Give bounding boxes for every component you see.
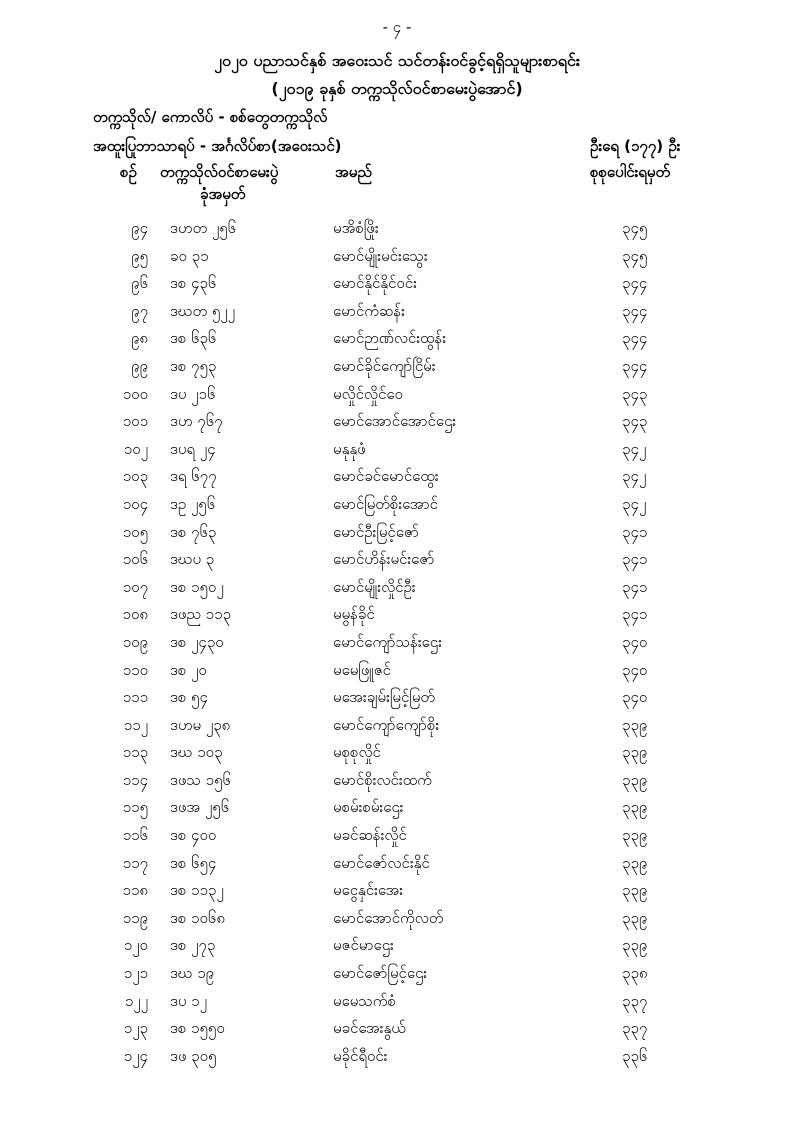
table-row [0,353,794,381]
row-number: ၁၁၈ [122,881,148,900]
row-number: ၁၁၂ [123,715,148,734]
total-marks: ၃၄၂ [622,494,647,513]
roll-number: ဒစ ၅၄ [170,688,208,707]
table-row [0,463,794,491]
table-row [0,850,794,878]
results-table [0,215,794,1070]
roll-number: ဒဟ ၇၆၇ [170,412,223,431]
student-name: မောင်မြတ်စိုးအောင် [333,494,438,513]
total-marks: ၃၄၅ [622,246,648,265]
table-row [0,298,794,326]
row-number: ၁၂၂ [124,991,148,1010]
student-name: မနုနုဖံ [333,439,366,458]
total-marks: ၃၄၁ [622,550,648,569]
total-marks: ၃၃၉ [622,826,648,845]
student-name: မငွေနှင်းအေး [333,881,404,900]
table-row [0,270,794,298]
row-number: ၁၂၃ [123,1019,148,1038]
row-number: ၉၇ [131,301,148,320]
row-number: ၁၁၉ [122,908,148,927]
table-row [0,657,794,685]
student-name: မောင်ခင်မောင်ထွေး [333,467,439,486]
total-marks: ၃၄၀ [622,688,648,707]
roll-number: ဒစ ၂၄၃၀ [170,632,224,651]
table-row [0,684,794,712]
table-row [0,408,794,436]
table-row [0,436,794,464]
table-row [0,960,794,988]
total-marks: ၃၄၀ [622,632,648,651]
student-name: မမေသက်စံ [333,991,396,1010]
total-marks: ၃၄၃ [622,384,648,403]
row-number: ၁၀၁ [122,412,148,431]
student-name: မခိုင်ရီဝင်း [333,1046,388,1065]
total-marks: ၃၃၇ [622,1019,648,1038]
table-row [0,574,794,602]
roll-number: ဒဥ ၂၅၆ [170,494,216,513]
student-name: မဇင်မာဌေး [333,936,394,955]
student-name: မောင်အောင်အောင်ဌေး [333,412,457,431]
student-name: မောင်မျိုးလှိုင်ဦး [333,577,416,596]
table-row [0,822,794,850]
total-marks: ၃၄၀ [622,660,648,679]
total-marks: ၃၄၂ [622,467,647,486]
table-row [0,712,794,740]
column-header-no: စဉ် [120,163,137,181]
student-name: မောင်ကံဆန်း [333,301,405,320]
student-name: မောင်နိုင်နိုင်ဝင်း [333,274,417,293]
roll-number: ဒဟတ ၂၅၆ [170,219,237,237]
major-line: အထူးပြုဘာသာရပ် - အင်္ဂလိပ်စာ(အဝေးသင်) [93,137,342,155]
total-marks: ၃၄၅ [622,219,648,237]
total-marks: ၃၃၇ [622,991,648,1010]
row-number: ၉၉ [131,356,148,375]
roll-number: ဒစ ၁၅၀၂ [170,577,224,596]
table-row [0,381,794,409]
row-number: ၉၆ [131,274,148,293]
total-marks: ၃၄၄ [622,356,648,375]
roll-number: ဒဖအ ၂၅၆ [170,798,230,817]
student-name: မခင်အေးနွယ် [333,1019,406,1038]
student-name: မောင်ဇော်မြင့်ဌေး [333,964,428,983]
student-name: မောင်ကျော်ကျော်စိုး [333,715,440,734]
student-name: မလှိုင်လှိုင်ဝေ [333,384,403,403]
student-name: မစမ်းစမ်းဌေး [333,798,404,817]
student-name: မခင်ဆန်းလှိုင် [333,826,407,845]
row-number: ၁၁၅ [122,798,148,817]
roll-number: ဒဖ ၃၀၅ [170,1046,217,1065]
table-row [0,491,794,519]
document-title: ၂၀၂၀ ပညာသင်နှစ် အဝေးသင် သင်တန်းဝင်ခွင့်ရရှိသူများစာရင်း [214,51,580,70]
roll-number: ဒဃပ ၃ [170,550,215,569]
table-row [0,794,794,822]
row-number: ၁၀၈ [122,605,148,624]
row-number: ၁၂၁ [123,964,148,983]
roll-number: ဒရ ၆၇၇ [170,467,217,486]
row-number: ၁၁၆ [122,826,148,845]
row-number: ၁၀၉ [122,632,148,651]
row-number: ၁၀၂ [123,439,148,458]
roll-number: ဒစ ၂၇၃ [170,936,216,955]
row-number: ၁၂၀ [123,936,148,955]
student-name: မစုစုလှိုင် [333,743,381,762]
row-number: ၉၈ [130,329,148,348]
row-number: ၁၀၃ [122,467,148,486]
roll-number: ခဝ ၃၁ [170,246,209,265]
student-name: မောင်မျိုးမင်းသွေး [333,246,428,265]
row-number: ၁၁၃ [122,743,148,762]
student-name: မအိစံဖြိုး [333,219,379,237]
quota-line: ဦးရေ (၁၇၇) ဦး [590,137,681,155]
table-row [0,215,794,243]
total-marks: ၃၄၃ [622,412,648,431]
roll-number: ဒဃ ၁၀၃ [170,743,223,762]
total-marks: ၃၃၉ [622,770,648,789]
roll-number: ဒစ ၇၆၃ [170,522,217,541]
total-marks: ၃၃၉ [622,798,648,817]
table-row [0,1043,794,1071]
roll-number: ဒစ ၄၃၆ [170,274,217,293]
roll-number: ဒဖသ ၁၅၆ [170,770,231,789]
roll-number: ဒစ ၁၁၃၂ [170,881,224,900]
document-subtitle: (၂၀၁၉ ခုနှစ် တက္ကသိုလ်ဝင်စာမေးပွဲအောင်) [271,79,523,98]
student-name: မောင်ကျော်သန်းဌေး [333,632,442,651]
roll-number: ဒစ ၆၃၆ [170,329,217,348]
table-row [0,243,794,271]
total-marks: ၃၃၉ [622,908,648,927]
table-row [0,932,794,960]
total-marks: ၃၃၆ [622,1046,648,1065]
student-name: မောင်ဟိန်းမင်းဇော် [333,550,435,569]
roll-number: ဒပရ ၂၄ [170,439,216,458]
table-row [0,988,794,1016]
row-number: ၁၀၄ [122,494,148,513]
total-marks: ၃၃၉ [622,743,648,762]
total-marks: ၃၃၉ [622,715,648,734]
page-number: - ၄ - [382,18,412,36]
total-marks: ၃၄၂ [622,439,647,458]
roll-number: ဒစ ၆၅၄ [170,853,217,872]
table-row [0,877,794,905]
total-marks: ၃၃၉ [622,936,648,955]
roll-number: ဒပ ၁၂ [170,991,207,1010]
total-marks: ၃၄၄ [622,274,648,293]
total-marks: ၃၄၁ [622,522,648,541]
row-number: ၉၄ [131,219,148,237]
roll-number: ဒစ ၂၀ [170,660,207,679]
column-header-marks: စုစုပေါင်းရမှတ် [590,163,671,181]
total-marks: ၃၄၁ [622,577,648,596]
row-number: ၁၁၄ [122,770,148,789]
row-number: ၁၀၆ [122,550,148,569]
student-name: မောင်စိုးလင်းထက် [333,770,432,789]
roll-number: ဒဃ ၁၉ [170,964,215,983]
total-marks: ၃၄၁ [622,605,648,624]
column-header-name: အမည် [335,163,372,181]
table-row [0,739,794,767]
student-name: မောင်ဦးမြင့်ဇော် [333,522,419,541]
roll-number: ဒစ ၄၀၀ [170,826,217,845]
student-name: မအေးချမ်းမြင့်မြတ် [333,688,435,707]
roll-number: ဒစ ၇၅၃ [170,356,217,375]
roll-number: ဒစ ၁၅၅၀ [170,1019,225,1038]
student-name: မမေဖြူဇင် [333,660,391,679]
roll-number: ဒဟမ ၂၃၈ [170,715,231,734]
total-marks: ၃၄၄ [622,329,648,348]
table-row [0,519,794,547]
roll-number: ဒဖည ၁၁၃ [170,605,231,624]
table-row [0,601,794,629]
row-number: ၁၀၅ [122,522,148,541]
table-row [0,629,794,657]
university-line: တက္ကသိုလ်/ ကောလိပ် - စစ်တွေတက္ကသိုလ် [93,108,328,126]
roll-number: ဒပ ၂၁၆ [170,384,216,403]
roll-number: ဒစ ၁၀၆၈ [170,908,225,927]
student-name: မောင်အောင်ကိုလတ် [333,908,444,927]
total-marks: ၃၃၈ [622,964,648,983]
column-header-roll: တက္ကသိုလ်ဝင်စာမေးပွဲ [160,163,279,181]
student-name: မောင်ခိုင်ကျော်ငြိမ်း [333,356,436,375]
row-number: ၁၁၇ [122,853,148,872]
total-marks: ၃၄၄ [622,301,648,320]
total-marks: ၃၃၉ [622,853,648,872]
table-row [0,1015,794,1043]
row-number: ၁၀၇ [122,577,148,596]
row-number: ၁၂၄ [123,1046,148,1065]
table-row [0,546,794,574]
row-number: ၁၁၀ [122,660,148,679]
student-name: မောင်ဇော်လင်းနိုင် [333,853,430,872]
column-header-roll-line2: ခုံအမှတ် [200,185,246,203]
table-row [0,767,794,795]
table-row [0,905,794,933]
student-name: မောင်ဉာဏ်လင်းထွန်း [333,329,447,348]
row-number: ၁၀၀ [122,384,148,403]
roll-number: ဒဃတ ၅၂၂ [170,301,236,320]
total-marks: ၃၃၉ [622,881,648,900]
table-row [0,325,794,353]
row-number: ၁၁၁ [122,688,148,707]
student-name: မမွန်ခိုင် [333,605,375,624]
row-number: ၉၅ [131,246,148,265]
